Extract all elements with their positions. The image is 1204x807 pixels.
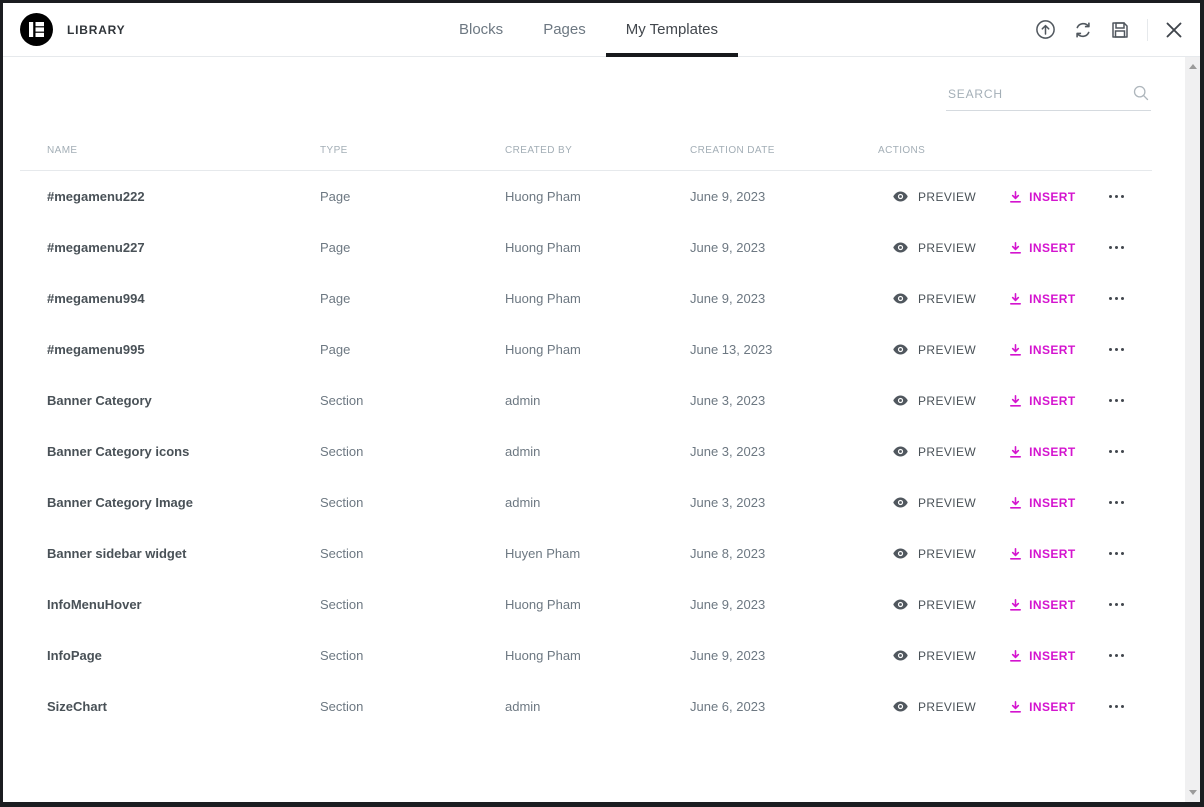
insert-download-icon xyxy=(1010,242,1021,254)
eye-icon xyxy=(893,446,908,457)
table-header-row xyxy=(20,131,1152,171)
preview-button[interactable]: PREVIEW xyxy=(893,598,976,612)
template-actions xyxy=(851,240,1152,256)
save-icon[interactable] xyxy=(1110,20,1130,40)
eye-icon xyxy=(893,650,908,661)
insert-download-icon xyxy=(1010,293,1021,305)
tab-blocks[interactable]: Blocks xyxy=(459,21,504,38)
column-header-type: TYPE xyxy=(320,145,348,156)
table-body xyxy=(20,171,1152,732)
tab-my-templates[interactable]: My Templates xyxy=(606,3,738,56)
template-author: Huong Pham xyxy=(505,648,581,663)
template-name: InfoPage xyxy=(47,648,102,663)
ellipsis-icon xyxy=(1109,603,1113,607)
ellipsis-icon xyxy=(1109,654,1113,658)
eye-icon xyxy=(893,599,908,610)
template-date: June 9, 2023 xyxy=(690,648,766,663)
template-type: Page xyxy=(320,291,351,306)
template-date: June 13, 2023 xyxy=(690,342,773,357)
insert-button[interactable]: INSERT xyxy=(1010,700,1075,714)
template-author: Huong Pham xyxy=(505,597,581,612)
insert-button[interactable]: INSERT xyxy=(1010,343,1075,357)
eye-icon xyxy=(893,242,908,253)
template-actions xyxy=(851,342,1152,358)
eye-icon xyxy=(893,497,908,508)
library-header xyxy=(3,3,1200,57)
ellipsis-icon xyxy=(1109,195,1113,199)
template-type: Section xyxy=(320,444,364,459)
sync-icon[interactable] xyxy=(1073,20,1093,40)
preview-button[interactable]: PREVIEW xyxy=(893,445,976,459)
insert-button[interactable]: INSERT xyxy=(1010,445,1075,459)
insert-download-icon xyxy=(1010,395,1021,407)
table-row xyxy=(20,324,1152,375)
template-date: June 3, 2023 xyxy=(690,495,766,510)
preview-button[interactable]: PREVIEW xyxy=(893,190,976,204)
insert-download-icon xyxy=(1010,446,1021,458)
template-actions xyxy=(851,546,1152,562)
template-type: Section xyxy=(320,495,364,510)
template-date: June 3, 2023 xyxy=(690,393,766,408)
preview-button[interactable]: PREVIEW xyxy=(893,496,976,510)
template-type: Section xyxy=(320,546,364,561)
column-header-actions: ACTIONS xyxy=(878,145,926,156)
insert-download-icon xyxy=(1010,599,1021,611)
preview-button[interactable]: PREVIEW xyxy=(893,649,976,663)
template-date: June 6, 2023 xyxy=(690,699,766,714)
search-input[interactable] xyxy=(946,84,1151,111)
more-options-button[interactable] xyxy=(1107,240,1127,256)
template-author: Huyen Pham xyxy=(505,546,581,561)
insert-download-icon xyxy=(1010,701,1021,713)
template-type: Section xyxy=(320,393,364,408)
import-icon[interactable] xyxy=(1035,19,1056,40)
scroll-down-icon[interactable] xyxy=(1189,790,1197,795)
insert-download-icon xyxy=(1010,344,1021,356)
insert-download-icon xyxy=(1010,191,1021,203)
template-type: Section xyxy=(320,597,364,612)
template-name: #megamenu227 xyxy=(47,240,145,255)
preview-button[interactable]: PREVIEW xyxy=(893,292,976,306)
preview-button[interactable]: PREVIEW xyxy=(893,547,976,561)
insert-download-icon xyxy=(1010,650,1021,662)
insert-button[interactable]: INSERT xyxy=(1010,649,1075,663)
table-row xyxy=(20,528,1152,579)
more-options-button[interactable] xyxy=(1107,648,1127,664)
template-name: #megamenu995 xyxy=(47,342,145,357)
template-author: Huong Pham xyxy=(505,291,581,306)
template-actions xyxy=(851,393,1152,409)
insert-button[interactable]: INSERT xyxy=(1010,598,1075,612)
template-actions xyxy=(851,699,1152,715)
template-name: #megamenu222 xyxy=(47,189,145,204)
template-name: Banner Category icons xyxy=(47,444,190,459)
more-options-button[interactable] xyxy=(1107,291,1127,307)
template-actions xyxy=(851,444,1152,460)
ellipsis-icon xyxy=(1109,348,1113,352)
more-options-button[interactable] xyxy=(1107,342,1127,358)
search-icon xyxy=(1133,85,1149,101)
close-icon[interactable] xyxy=(1165,21,1183,39)
insert-button[interactable]: INSERT xyxy=(1010,547,1075,561)
preview-button[interactable]: PREVIEW xyxy=(893,394,976,408)
template-type: Section xyxy=(320,699,364,714)
insert-button[interactable]: INSERT xyxy=(1010,292,1075,306)
template-date: June 9, 2023 xyxy=(690,240,766,255)
ellipsis-icon xyxy=(1109,705,1113,709)
template-name: Banner sidebar widget xyxy=(47,546,187,561)
template-author: admin xyxy=(505,699,541,714)
insert-button[interactable]: INSERT xyxy=(1010,190,1075,204)
more-options-button[interactable] xyxy=(1107,495,1127,511)
template-actions xyxy=(851,189,1152,205)
column-header-created-by: CREATED BY xyxy=(505,145,573,156)
template-author: Huong Pham xyxy=(505,240,581,255)
ellipsis-icon xyxy=(1109,552,1113,556)
table-row xyxy=(20,681,1152,732)
table-row xyxy=(20,171,1152,222)
more-options-button[interactable] xyxy=(1107,393,1127,409)
column-header-creation-date: CREATION DATE xyxy=(690,145,775,156)
template-date: June 8, 2023 xyxy=(690,546,766,561)
insert-download-icon xyxy=(1010,497,1021,509)
template-name: #megamenu994 xyxy=(47,291,145,306)
more-options-button[interactable] xyxy=(1107,699,1127,715)
insert-button[interactable]: INSERT xyxy=(1010,394,1075,408)
template-name: InfoMenuHover xyxy=(47,597,142,612)
ellipsis-icon xyxy=(1109,450,1113,454)
table-row xyxy=(20,579,1152,630)
template-actions xyxy=(851,648,1152,664)
table-row xyxy=(20,630,1152,681)
insert-button[interactable]: INSERT xyxy=(1010,241,1075,255)
table-row xyxy=(20,273,1152,324)
tab-pages[interactable]: Pages xyxy=(543,21,586,38)
ellipsis-icon xyxy=(1109,399,1113,403)
more-options-button[interactable] xyxy=(1107,189,1127,205)
ellipsis-icon xyxy=(1109,246,1113,250)
eye-icon xyxy=(893,191,908,202)
template-actions xyxy=(851,597,1152,613)
preview-button[interactable]: PREVIEW xyxy=(893,343,976,357)
scroll-up-icon[interactable] xyxy=(1189,64,1197,69)
elementor-logo-icon xyxy=(20,13,53,46)
template-type: Page xyxy=(320,189,351,204)
preview-button[interactable]: PREVIEW xyxy=(893,241,976,255)
template-name: SizeChart xyxy=(47,699,107,714)
table-row xyxy=(20,375,1152,426)
template-author: Huong Pham xyxy=(505,342,581,357)
more-options-button[interactable] xyxy=(1107,546,1127,562)
template-actions xyxy=(851,495,1152,511)
ellipsis-icon xyxy=(1109,501,1113,505)
column-header-name: NAME xyxy=(47,145,78,156)
eye-icon xyxy=(893,344,908,355)
page-title: LIBRARY xyxy=(67,22,126,37)
template-author: admin xyxy=(505,495,541,510)
insert-button[interactable]: INSERT xyxy=(1010,496,1075,510)
eye-icon xyxy=(893,395,908,406)
table-row xyxy=(20,477,1152,528)
templates-panel xyxy=(3,57,1185,802)
template-name: Banner Category xyxy=(47,393,152,408)
more-options-button[interactable] xyxy=(1107,597,1127,613)
template-date: June 9, 2023 xyxy=(690,597,766,612)
ellipsis-icon xyxy=(1109,297,1113,301)
table-row xyxy=(20,426,1152,477)
table-row xyxy=(20,222,1152,273)
template-author: Huong Pham xyxy=(505,189,581,204)
template-type: Section xyxy=(320,648,364,663)
templates-table xyxy=(20,131,1152,732)
template-actions xyxy=(851,291,1152,307)
eye-icon xyxy=(893,548,908,559)
template-type: Page xyxy=(320,342,351,357)
template-author: admin xyxy=(505,393,541,408)
template-date: June 3, 2023 xyxy=(690,444,766,459)
scrollbar[interactable] xyxy=(1185,57,1200,802)
search-box xyxy=(946,84,1151,111)
template-date: June 9, 2023 xyxy=(690,189,766,204)
template-date: June 9, 2023 xyxy=(690,291,766,306)
preview-button[interactable]: PREVIEW xyxy=(893,700,976,714)
eye-icon xyxy=(893,293,908,304)
template-name: Banner Category Image xyxy=(47,495,193,510)
template-author: admin xyxy=(505,444,541,459)
eye-icon xyxy=(893,701,908,712)
insert-download-icon xyxy=(1010,548,1021,560)
more-options-button[interactable] xyxy=(1107,444,1127,460)
library-tabs xyxy=(439,3,738,56)
toolbar-divider xyxy=(1147,19,1148,41)
template-type: Page xyxy=(320,240,351,255)
